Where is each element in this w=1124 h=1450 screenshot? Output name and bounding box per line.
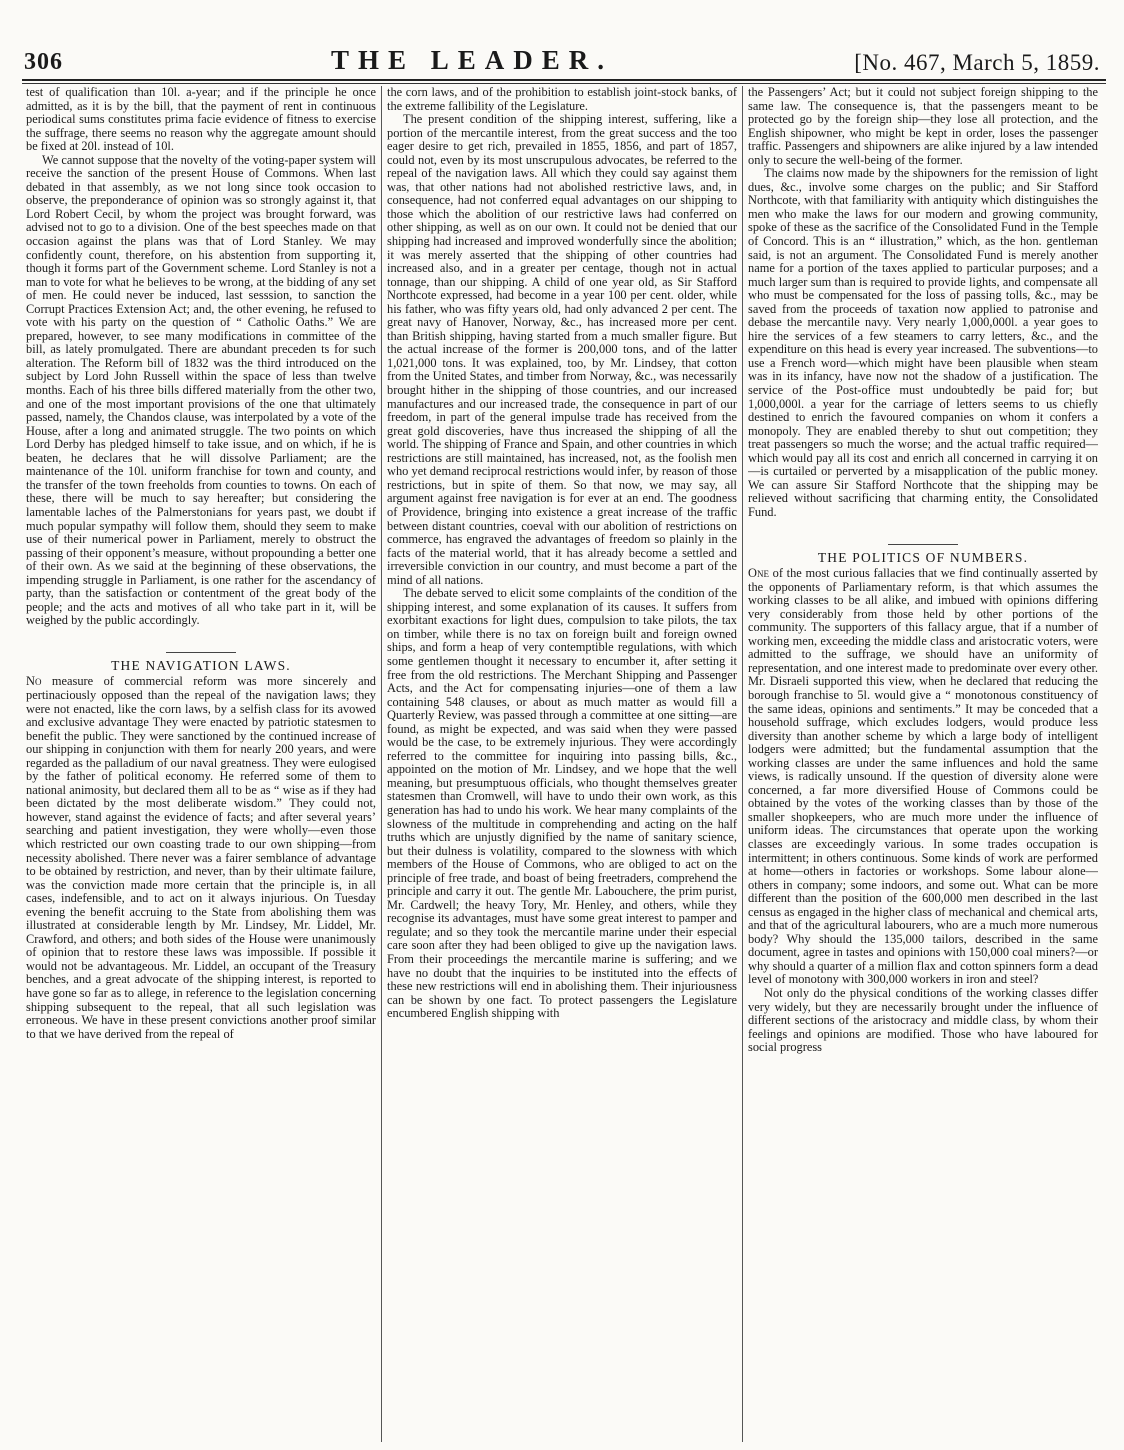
masthead-rule-thin bbox=[22, 83, 1106, 84]
article-paragraph bbox=[387, 86, 737, 113]
column-middle bbox=[387, 86, 737, 1442]
paragraph-text: The claims now made by the shipowners for the remission of light dues, &c., involve some charges on the public; and Sir Stafford Northcote, with that familiarity with antiquity which distinguishes the men who make the laws for our modern and growing community, spoke of these as the sacrifice of the Consolidated Fund in the Temple of Concord. This is an “ illustration,” which, as the hon. gentleman said, is not an argument. The Consolidated Fund is merely another name for a portion of the taxes applied to particular purposes; and a much larger sum than is required to provide lights, and compensate all who must be compensated for the loss of passing tolls, &c., may be saved from the proceeds of taxation now applied to patronise and debase the mercantile navy. Very nearly 1,000,000l. a year goes to hire the services of a few steamers to carry letters, &c., and the expenditure on this head is every year increased. The subventions—to use a French word—which might have been plausible when steam was in its infancy, have now not the shadow of a justification. The service of the Post-office must undoubtedly be paid for; but 1,000,000l. a year for the carriage of letters seems to us chiefly destined to enrich the favoured companies on whom it confers a monopoly. They are enabled thereby to shut out competition; they treat passengers so much the worse; and the actual traffic required—which would pay all its cost and enrich all concerned in carrying it on—is curtailed or perverted by a misapplication of the public money. We can assure Sir Stafford Northcote that the shipping may be relieved without sacrificing that charming entity, the Consolidated Fund. bbox=[748, 166, 1098, 519]
section-rule bbox=[888, 544, 958, 545]
paragraph-text: Not only do the physical conditions of the working classes differ very widely, but they are necessarily brought under the influence of different sections of the aristocracy and middle class, by whom their feelings and opinions are modified. Those who have laboured for social progress bbox=[748, 986, 1098, 1055]
paragraph-text: of the most curious fallacies that we find continually asserted by the opponents of Parliamentary reform, is that which assumes the working classes to be all alike, and imbued with opinions differing very considerably from those held by other portions of the community. The supporters of this fallacy argue, that if a number of working men, exceeding the middle class and aristocratic voters, were admitted to the suffrage, we should have an uniformity of representation, and one interest made to predominate over every other. Mr. Disraeli supported this view, when he declared that reducing the borough franchise to 5l. would give a “ monotonous constituency of the same ideas, opinions and sentiments.” It may be conceded that a household suffrage, which excludes lodgers, would produce less diversity than another scheme by which a large body of intelligent lodgers were admitted; but the fundamental assumption that the working classes are under the same influences and hold the same views, is radically unsound. If the question of diversity alone were concerned, a far more diversified House of Commons could be obtained by the votes of the working classes than by those of the smaller shopkeepers, who are much more under the influence of uniform ideas. The circumstances that operate upon the working classes are exceedingly various. In some trades occupation is intermittent; in others continuous. Some kinds of work are performed at home—others in factories or workshops. Some labour alone—others in company; some indoors, and some out. What can be more different than the position of the 600,000 men described in the last census as engaged in the higher class of mechanical and chemical arts, and that of the agricultural labourers, who are a much more numerous body? Why should the 135,000 tailors, described in the same document, agree in tastes and opinions with 150,000 coal miners?—or why should a quarter of a million flax and cotton spinners form a dead level of monotony with 300,000 workers in iron and steel? bbox=[748, 566, 1098, 987]
paragraph-text: The present condition of the shipping interest, suffering, like a portion of the mercantile interest, from the great success and the too eager desire to get rich, prevailed in 1855, 1856, and part of 1857, could not, even by its most unscrupulous advocates, be referred to the repeal of the navigation laws. All which they could say against them was, that other nations had not abolished restrictive laws, and, in consequence, had not conferred equal advantages on our shipping to those which the abolition of our restrictive laws had conferred on other shipping, as well as on our own. It could not be denied that our shipping had increased and improved wonderfully since the abolition; it was merely asserted that the shipping of other countries had increased also, and in a greater per centage, though not in actual tonnage, than our shipping. A child of one year old, as Sir Stafford Northcote expressed, had become in a year 100 per cent. older, while his father, who was fifty years old, had only advanced 2 per cent. The great navy of Hanover, Norway, &c., has increased more per cent. than British shipping, having started from a much smaller figure. But the actual increase of the former is 200,000 tons, and of the latter 1,021,000 tons. It was explained, too, by Mr. Lindsey, that cotton from the United States, and timber from Norway, &c., was necessarily brought hither in the shipping of those countries, and our increased manufactures and our increased trade, the consequence in part of our freedom, in part of the general impulse trade has received from the great gold discoveries, have thus increased the shipping of all the world. The shipping of France and Spain, and other countries in which restrictions are still maintained, has increased, not, as the foolish men who yet demand reciprocal restrictions would infer, by reason of those restrictions, but in spite of them. So that now, we may say, all argument against free navigation is for ever at an end. The goodness of Providence, bringing into existence a great increase of the traffic between distant countries, coeval with our abolition of restrictions on commerce, has engraved the advantages of freedom so plainly in the facts of the material world, that it has already become a settled and irreversible conviction in our country, and must become a part of the mind of all nations. bbox=[387, 112, 737, 587]
paragraph-text: The debate served to elicit some complaints of the condition of the shipping interest, and some explanation of its causes. It suffers from exorbitant exactions for light dues, compulsion to take pilots, the tax on timber, while there is no tax on foreign built and foreign owned ships, and form a heap of very contemptible regulations, with which some gentlemen thought it necessary to encumber it, after setting it free from the old restrictions. The Merchant Shipping and Passenger Acts, and the Act for compensating injuries—one of them a law containing 548 clauses, or about as much matter as would fill a Quarterly Review, was passed through a committee at one sitting—are found, as might be expected, and was said when they were passed would be the case, to be extremely injurious. They were accordingly referred to the committee for inquiring into passing bills, &c., appointed on the motion of Mr. Lindsey, and we hope that the well meaning, but presumptuous officials, who thought themselves greater statesmen than Cromwell, will have to undo their own work, as this generation has had to undo his work. We hear many complaints of the slowness of the multitude in comprehending and acting on the half truths which are unjustly dignified by the name of sanitary science, but their dulness is volatility, compared to the slowness with which members of the House of Commons, who are obliged to act on the principle of free trade, and boast of being freetraders, comprehend the principle and carry it out. The gentle Mr. Labouchere, the prim purist, Mr. Cardwell; the heavy Tory, Mr. Henley, and others, while they recognise its advantages, must have some great interest to pamper and regulate; and so they took the mercantile marine under their especial care soon after they had been obliged to give up the navigation laws. From their proceedings the mercantile marine is suffering; and we have no doubt that the inquiries to be instituted into the effects of these new restrictions will end in abolishing them. Their injuriousness can be shown by one fact. To protect passengers the Legislature encumbered English shipping with bbox=[387, 586, 737, 1021]
article-paragraph bbox=[387, 113, 737, 587]
article-paragraph bbox=[26, 154, 376, 628]
paragraph-text: the corn laws, and of the prohibition to establish joint-stock banks, of the extreme fallibility of the Legislature. bbox=[387, 86, 737, 113]
article-paragraph bbox=[748, 86, 1098, 167]
article-paragraph bbox=[26, 86, 376, 154]
columns bbox=[26, 86, 1098, 1442]
column-right bbox=[748, 86, 1098, 1442]
column-divider bbox=[381, 86, 382, 1442]
section-heading: THE POLITICS OF NUMBERS. bbox=[817, 549, 1029, 565]
article-paragraph bbox=[748, 167, 1098, 519]
page-number: 306 bbox=[24, 49, 63, 75]
article-paragraph bbox=[748, 567, 1098, 987]
paragraph-text: We cannot suppose that the novelty of the voting-paper system will receive the sanction of the present House of Commons. When last debated in that assembly, as we not long since took occasion to observe, the preponderance of opinion was so strongly against it, that Lord Robert Cecil, by whom the project was brought forward, was advised not to go to a division. One of the best speeches made on that occasion against the plans was that of Lord Stanley. We may confidently count, therefore, on his abstention from supporting it, though it forms part of the Government scheme. Lord Stanley is not a man to vote for what he believes to be wrong, at the bidding of any set of men. He could never be induced, last sesssion, to sanction the Corrupt Practices Extension Act; and, the other evening, he refused to vote with his party on the question of “ Catholic Oaths.” We are prepared, however, to see many modifications in committee of the bill, as lately promulgated. There are abundant preceden ts for such alteration. The Reform bill of 1832 was the third introduced on the subject by Lord John Russell within the space of less than twelve months. Each of his three bills differed materially from the other two, and one of the most important provisions of the one that ultimately passed, namely, the Chandos clause, was interpolated by a vote of the House, after a long and animated struggle. The two points on which Lord Derby has pledged himself to take issue, and on which, if he is beaten, he declares that he will dissolve Parliament; are the maintenance of the 10l. uniform franchise for town and county, and the transfer of the town freeholds from counties to towns. On each of these, there will be much to say hereafter; but considering the lamentable laches of the Palmerstonians for years past, we doubt if much popular sympathy will follow them, should they seem to make use of their numerical power in Parliament, merely to obstruct the passing of their opponent’s measure, without propounding a better one of their own. As we said at the beginning of these observations, the impending struggle in Parliament, is one rather for the ascendancy of party, than the satisfaction or contentment of the great body of the people; and the acts and motives of all who take part in it, will be weighed by the public accordingly. bbox=[26, 152, 376, 628]
article-paragraph bbox=[748, 987, 1098, 1055]
section-spacer bbox=[26, 628, 376, 652]
section-spacer bbox=[748, 520, 1098, 544]
column-divider bbox=[742, 86, 743, 1442]
masthead-rule bbox=[22, 79, 1106, 81]
column-left bbox=[26, 86, 376, 1442]
paragraph-lead-word: One bbox=[748, 566, 769, 581]
paragraph-text: measure of commercial reform was more sincerely and pertinaciously opposed than the repeal of the navigation laws; they were not enacted, like the corn laws, by a selfish class for its avowed and exclusive advantage They were enacted by patriotic statesmen to benefit the public. They were sanctioned by the continued increase of our shipping in conjunction with them for nearly 200 years, and were regarded as the palladium of our naval greatness. They were eulogised by the father of political economy. He referred some of them to national animosity, but declared them all to be as “ wise as if they had been dictated by the most deliberate wisdom.” They could not, however, stand against the evidence of facts; and after several years’ searching and patient investigation, they were wholly—even those which restricted our own coasting trade to our own shipping—from necessity abolished. There never was a fairer semblance of advantage to be obtained by restriction, and never, than by their ultimate failure, was the conviction made more certain that the principle is, in all cases, indefensible, and to act on it always injurious. On Tuesday evening the benefit accruing to the State from abolishing them was illustrated at considerable length by Mr. Lindsey, Mr. Liddel, Mr. Crawford, and others; and both sides of the House were unanimously of opinion that to restore these laws was impossible. If possible it would not be advantageous. Mr. Liddel, an occupant of the Treasury benches, and a great advocate of the shipping interest, is reported to have gone so far as to allege, in reference to the legislation concerning shipping subsequent to the repeal, that all such legislation was erroneous. We have in these present convictions another proof similar to that we have derived from the repeal of bbox=[26, 674, 376, 1041]
article-paragraph bbox=[387, 587, 737, 1021]
article-paragraph bbox=[26, 675, 376, 1041]
paragraph-lead-word: No bbox=[26, 674, 42, 689]
section-heading: THE NAVIGATION LAWS. bbox=[111, 657, 291, 673]
section-rule bbox=[166, 652, 236, 653]
masthead bbox=[24, 40, 1100, 76]
paragraph-text: the Passengers’ Act; but it could not subject foreign shipping to the same law. The consequence is, that the passengers meant to be protected go by the foreign ship—they lose all protection, and the English shipowner, who might be kept in order, loses the passenger traffic. Passengers and shipowners are alike injured by a law intended only to secure the well-being of the former. bbox=[748, 86, 1098, 167]
newspaper-title: THE LEADER. bbox=[330, 45, 614, 75]
issue-date: [No. 467, March 5, 1859. bbox=[854, 50, 1100, 75]
paragraph-text: test of qualification than 10l. a-year; and if the principle he once admitted, as it is by the bill, that the payment of rent in continuous periodical sums constitutes prima facie evidence of fitness to exercise the suffrage, there seems no reason why the aggregate amount should be fixed at 20l. instead of 10l. bbox=[26, 86, 376, 154]
